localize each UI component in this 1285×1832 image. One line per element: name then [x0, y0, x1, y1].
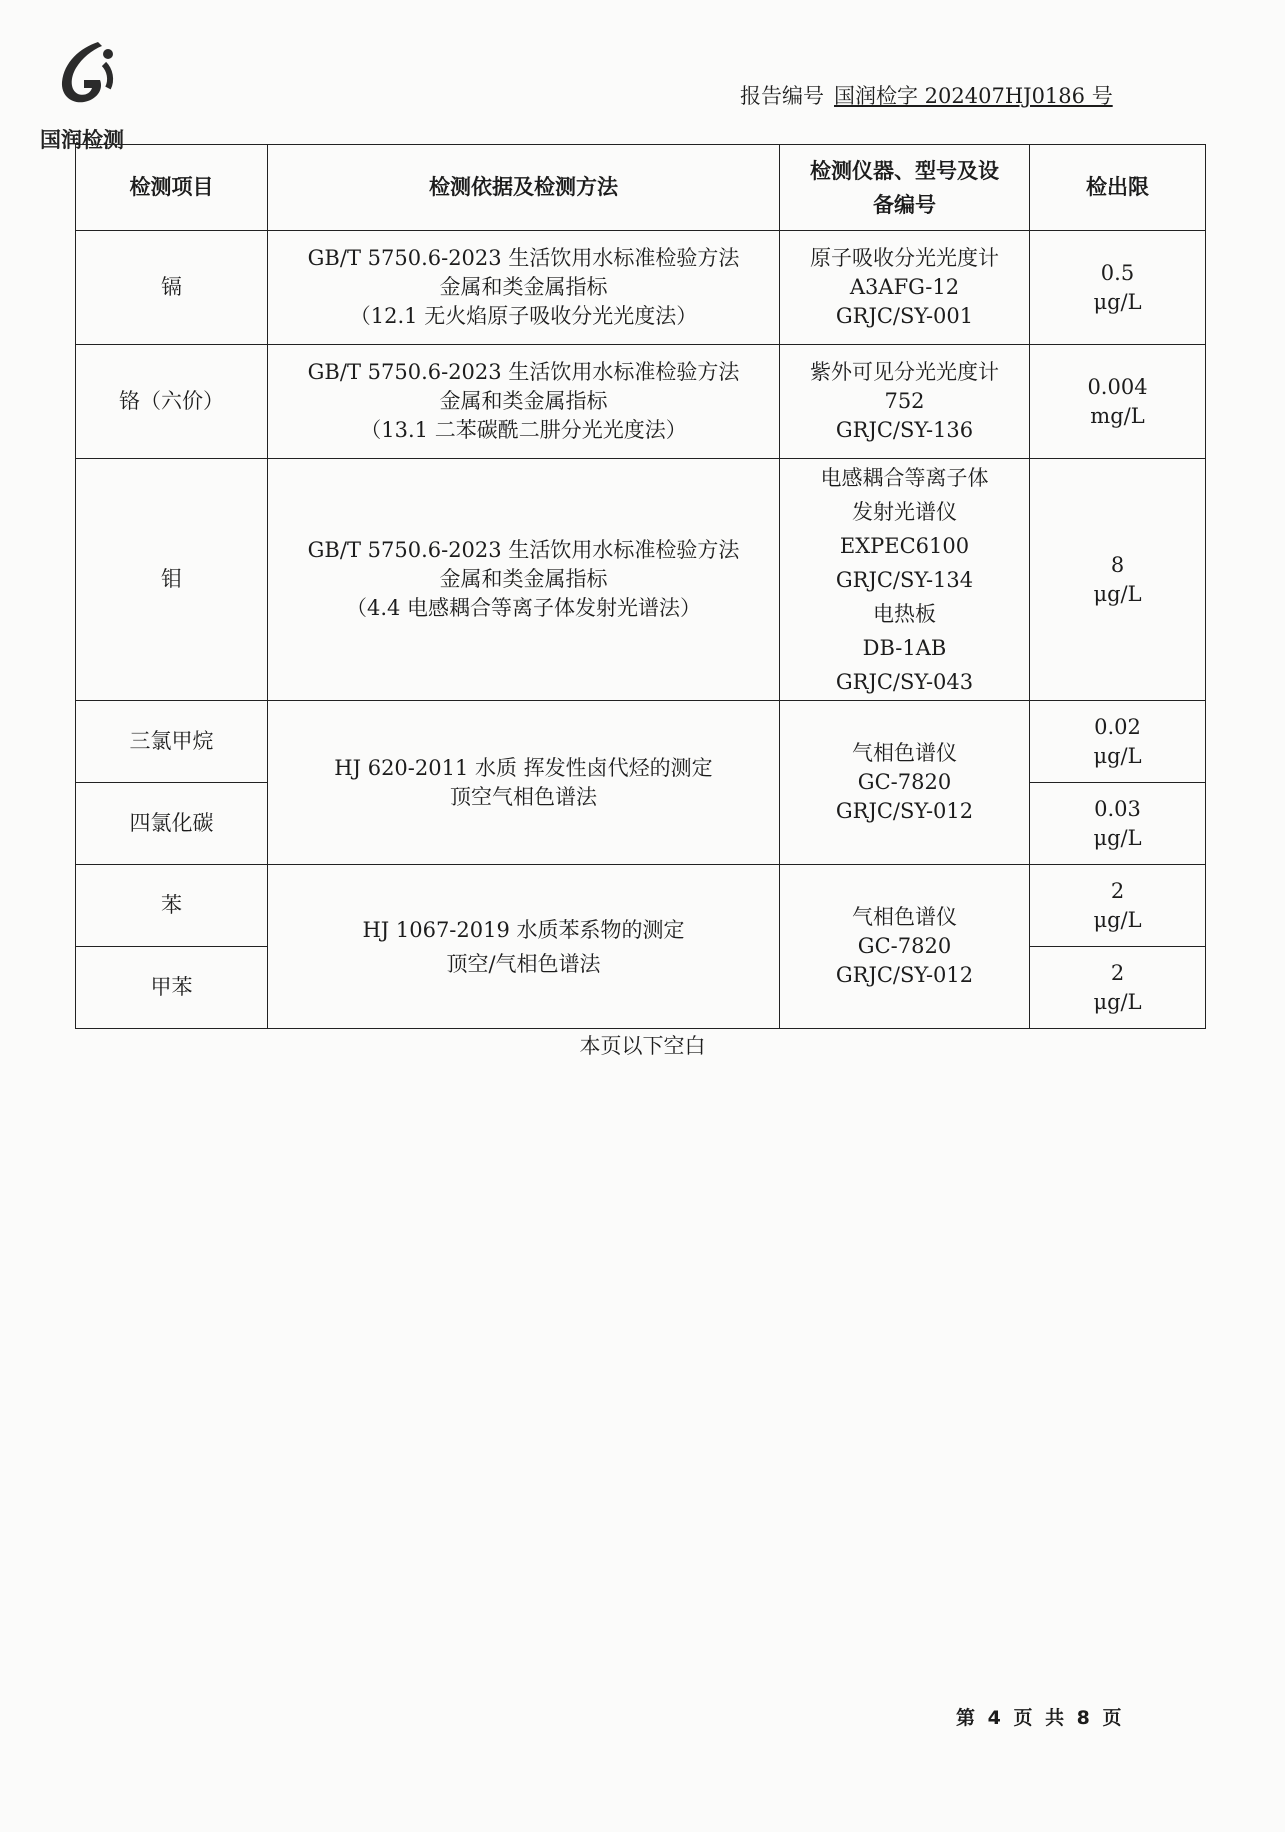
instrument-line: 气相色谱仪 — [852, 741, 957, 765]
limit-cell — [1030, 783, 1206, 865]
limit-value: 2 — [1110, 878, 1125, 903]
limit-value: 0.5 — [1100, 260, 1135, 285]
limit-unit: μg/L — [1093, 989, 1142, 1014]
report-number-value: 国润检字 202407HJ0186 号 — [834, 84, 1113, 108]
limit-cell — [1030, 459, 1206, 701]
instrument-line: 紫外可见分光光度计 — [810, 360, 999, 384]
method-cell — [268, 345, 780, 459]
instrument-cell — [780, 231, 1030, 345]
limit-value: 0.03 — [1094, 796, 1141, 821]
limit-value: 8 — [1110, 552, 1125, 577]
item-cell: 四氯化碳 — [76, 783, 268, 865]
column-header-limit: 检出限 — [1030, 145, 1206, 231]
method-line: GB/T 5750.6-2023 生活饮用水标准检验方法 — [307, 360, 740, 384]
method-line: （12.1 无火焰原子吸收分光光度法） — [349, 304, 698, 328]
page-number: 第 4 页 共 8 页 — [956, 1707, 1122, 1729]
report-number-label: 报告编号 — [740, 84, 824, 108]
method-line: （13.1 二苯碳酰二肼分光光度法） — [360, 418, 687, 442]
instrument-line: GRJC/SY-001 — [835, 304, 974, 328]
limit-value: 0.02 — [1094, 714, 1141, 739]
instrument-line: GRJC/SY-012 — [835, 963, 974, 987]
method-line: 金属和类金属指标 — [439, 567, 608, 591]
method-line: 金属和类金属指标 — [439, 389, 608, 413]
instrument-line: 电感耦合等离子体 — [820, 465, 989, 490]
instrument-line: GRJC/SY-136 — [835, 418, 974, 442]
limit-cell — [1030, 865, 1206, 947]
instrument-line: GRJC/SY-134 — [835, 567, 974, 592]
company-logo — [40, 38, 150, 150]
limit-cell — [1030, 231, 1206, 345]
instrument-line: GRJC/SY-043 — [835, 669, 974, 694]
method-line: HJ 1067-2019 水质苯系物的测定 — [362, 917, 685, 942]
method-cell — [268, 459, 780, 701]
table-row — [76, 865, 1206, 947]
item-cell: 铬（六价） — [76, 345, 268, 459]
limit-unit: μg/L — [1093, 289, 1142, 314]
table-header-row — [76, 145, 1206, 231]
method-cell — [268, 865, 780, 1029]
instrument-line: 752 — [884, 389, 925, 413]
instrument-cell — [780, 865, 1030, 1029]
method-line: 顶空气相色谱法 — [450, 784, 597, 809]
item-cell: 苯 — [76, 865, 268, 947]
table-row — [76, 345, 1206, 459]
limit-cell — [1030, 345, 1206, 459]
table-row — [76, 231, 1206, 345]
instrument-line: 原子吸收分光光度计 — [810, 246, 999, 270]
instrument-cell — [780, 345, 1030, 459]
instrument-line: GRJC/SY-012 — [835, 799, 974, 823]
instrument-line: DB-1AB — [862, 635, 947, 660]
instrument-line: 电热板 — [873, 601, 936, 626]
limit-value: 0.004 — [1087, 374, 1148, 399]
logo-text: 国润检测 — [40, 128, 124, 152]
limit-unit: μg/L — [1093, 743, 1142, 768]
limit-value: 2 — [1110, 960, 1125, 985]
method-line: 顶空/气相色谱法 — [446, 951, 601, 976]
instrument-line: 气相色谱仪 — [852, 905, 957, 929]
limit-unit: μg/L — [1093, 581, 1142, 606]
instrument-line: 发射光谱仪 — [852, 499, 957, 524]
item-cell: 镉 — [76, 231, 268, 345]
item-cell: 钼 — [76, 459, 268, 701]
method-line: GB/T 5750.6-2023 生活饮用水标准检验方法 — [307, 246, 740, 270]
method-line: GB/T 5750.6-2023 生活饮用水标准检验方法 — [307, 538, 740, 562]
item-cell: 甲苯 — [76, 947, 268, 1029]
method-line: （4.4 电感耦合等离子体发射光谱法） — [345, 596, 702, 620]
column-header-instrument-text: 检测仪器、型号及设备编号 — [810, 158, 999, 217]
column-header-item: 检测项目 — [76, 145, 268, 231]
limit-cell — [1030, 947, 1206, 1029]
instrument-line: EXPEC6100 — [839, 533, 970, 558]
instrument-line: GC-7820 — [857, 770, 952, 794]
table-row — [76, 701, 1206, 783]
method-cell — [268, 231, 780, 345]
table-row — [76, 459, 1206, 701]
blank-below-note: 本页以下空白 — [579, 1034, 706, 1058]
method-cell — [268, 701, 780, 865]
instrument-line: A3AFG-12 — [849, 275, 960, 299]
column-header-method: 检测依据及检测方法 — [268, 145, 780, 231]
logo-mark-icon — [54, 38, 120, 108]
limit-unit: μg/L — [1093, 825, 1142, 850]
instrument-line: GC-7820 — [857, 934, 952, 958]
method-line: HJ 620-2011 水质 挥发性卤代烃的测定 — [334, 755, 713, 780]
method-line: 金属和类金属指标 — [439, 275, 608, 299]
limit-unit: μg/L — [1093, 907, 1142, 932]
item-cell: 三氯甲烷 — [76, 701, 268, 783]
limit-cell — [1030, 701, 1206, 783]
limit-unit: mg/L — [1090, 403, 1145, 428]
column-header-instrument — [780, 145, 1030, 231]
instrument-cell — [780, 459, 1030, 701]
instrument-cell — [780, 701, 1030, 865]
test-method-table — [75, 144, 1206, 1029]
report-number — [740, 80, 1113, 110]
